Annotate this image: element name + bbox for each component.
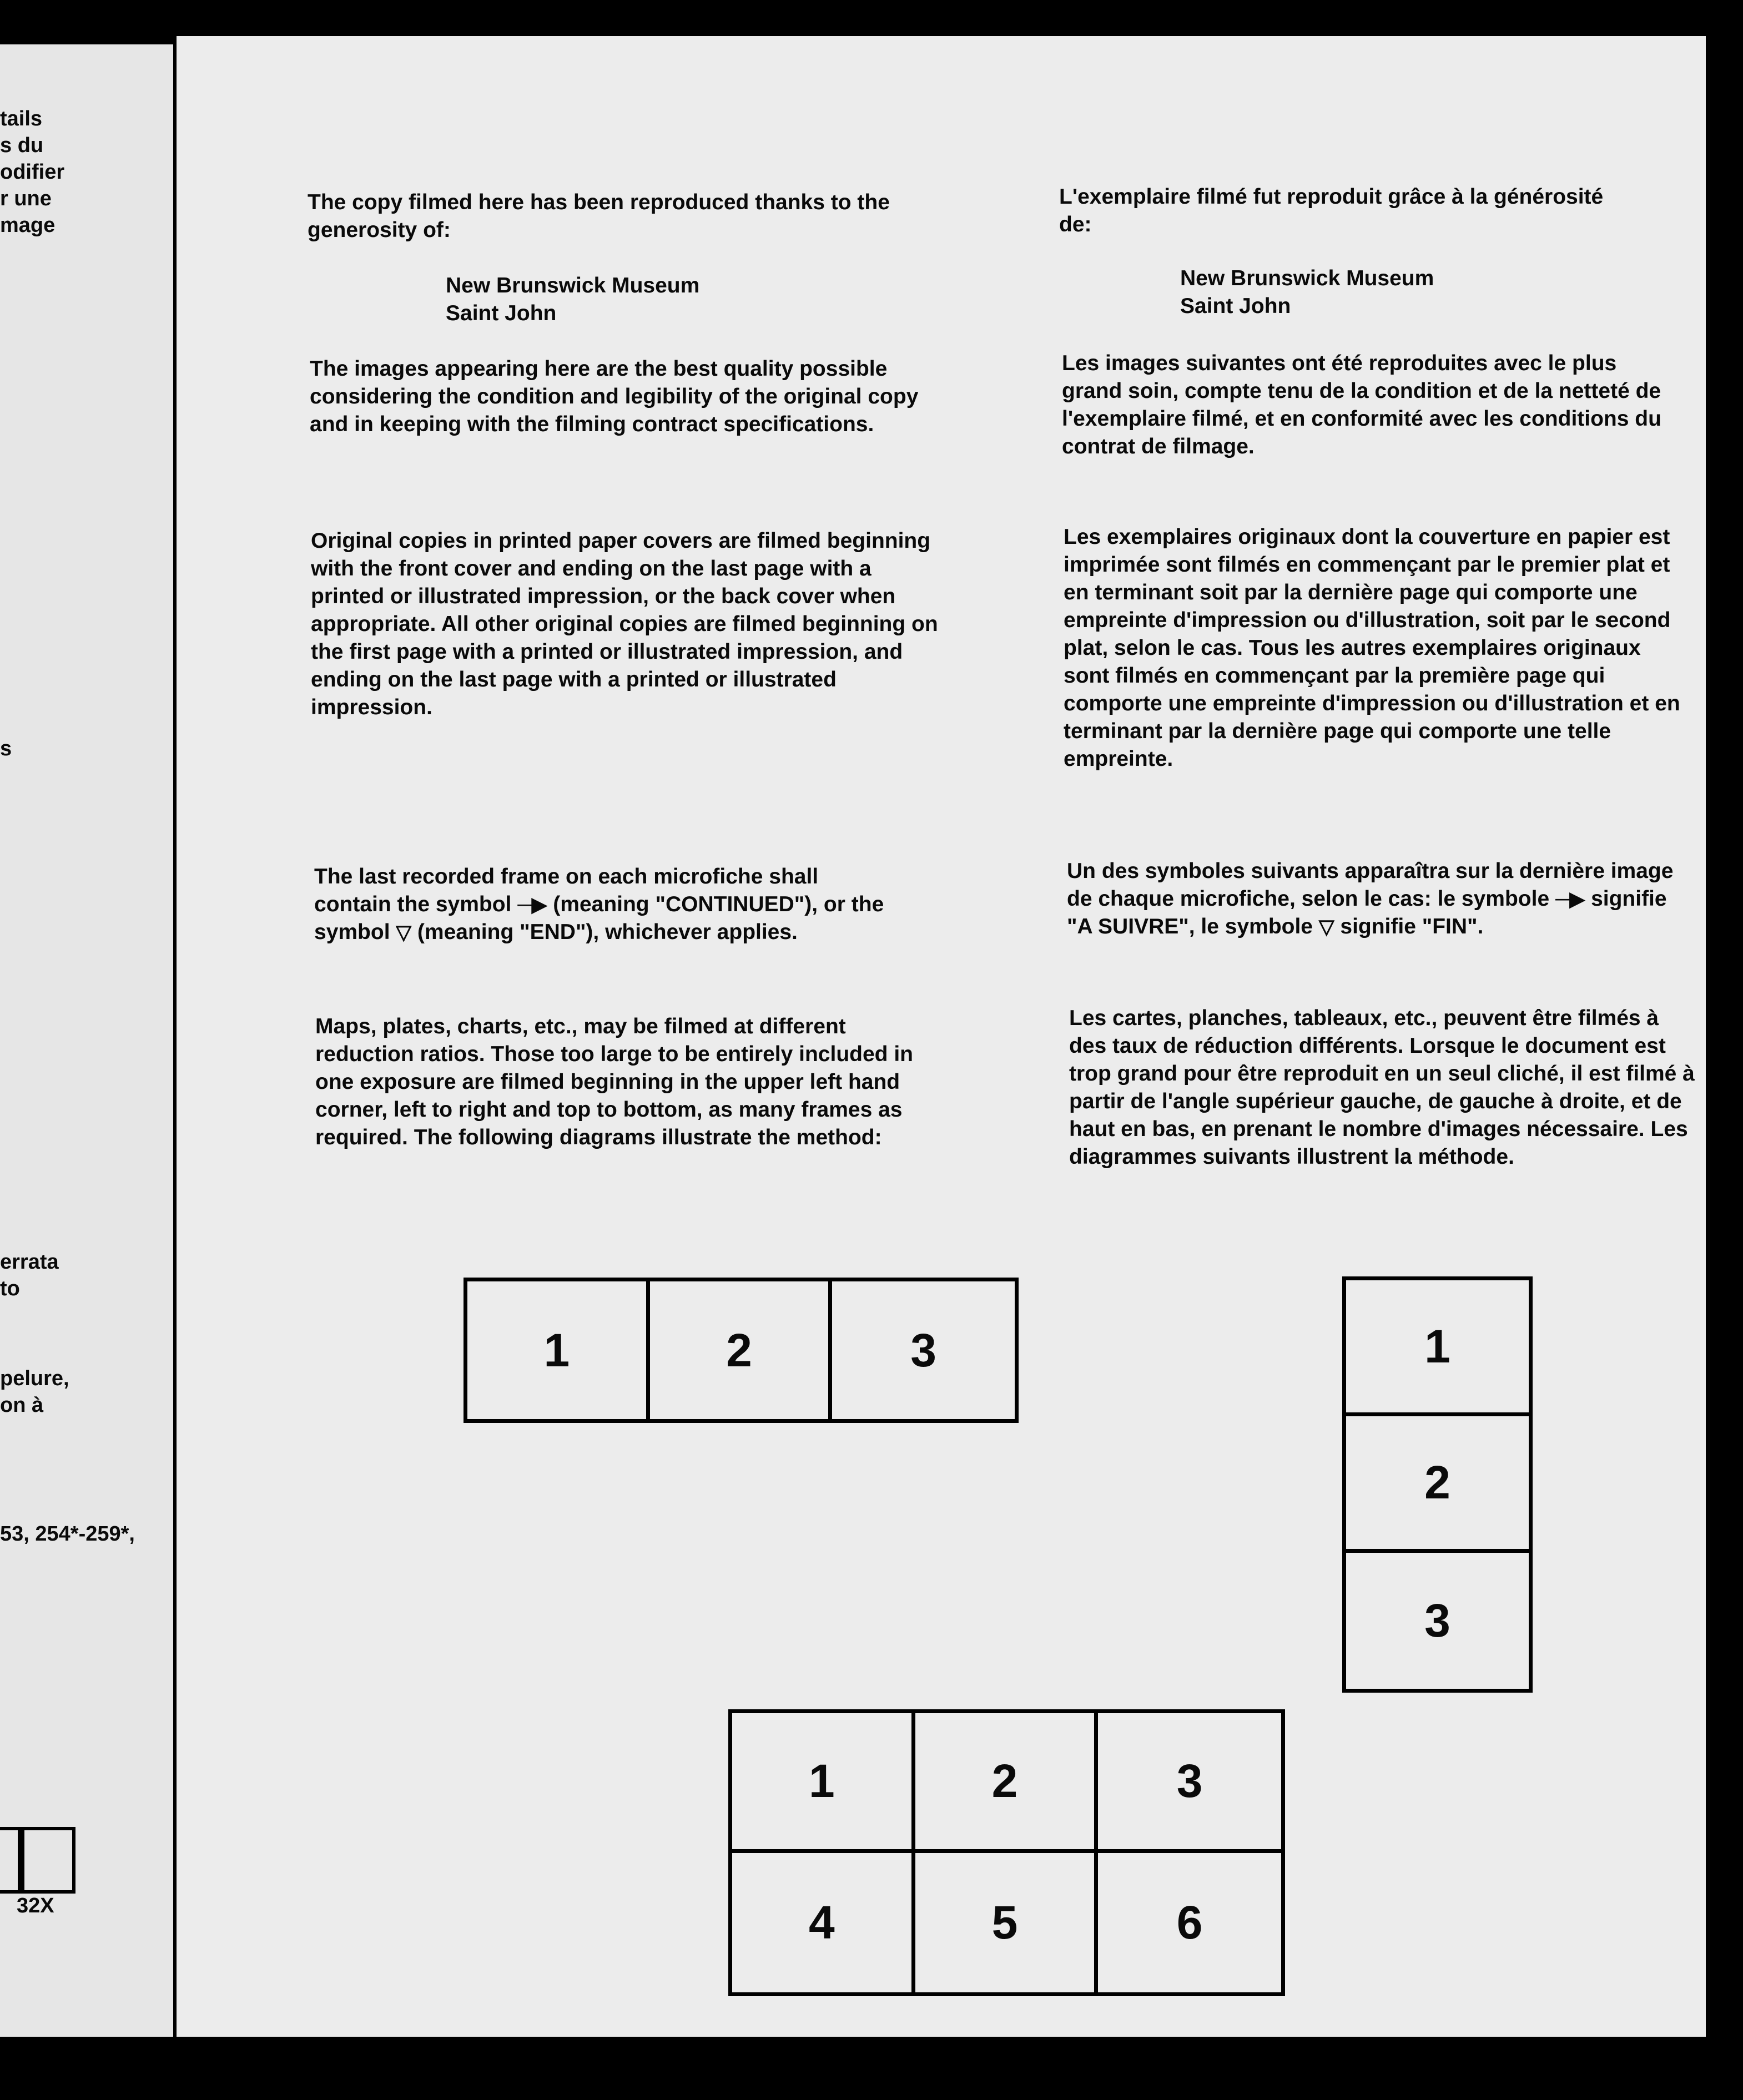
margin-fragment: r une xyxy=(0,187,52,210)
arrow-right-icon: ─▶ xyxy=(517,893,547,916)
diagram-cell: 1 xyxy=(1346,1280,1529,1416)
french-intro: L'exemplaire filmé fut reproduit grâce à la générosité de: xyxy=(1059,185,1604,236)
english-symbols-paragraph xyxy=(314,863,886,946)
french-institution-city: Saint John xyxy=(1180,294,1291,318)
french-symbols-text-1: Un des symboles suivants apparaîtra sur la dernière image de chaque microfiche, selon le cas: le symbole xyxy=(1067,859,1674,911)
margin-fragment: tails xyxy=(0,107,43,130)
diagram-cell: 3 xyxy=(910,1324,937,1376)
french-symbols-text-3: signifie "FIN". xyxy=(1340,915,1484,938)
diagram-cell: 2 xyxy=(650,1281,833,1419)
diagram-row xyxy=(464,1278,1019,1423)
french-quality-paragraph: Les images suivantes ont été reproduites avec le plus grand soin, compte tenu de la condition et de la netteté de l'exemplaire filmé, et en conformité avec les conditions du contrat de filmage. xyxy=(1062,351,1661,458)
english-intro: The copy filmed here has been reproduced thanks to the generosity of: xyxy=(308,190,890,242)
arrow-right-icon: ─▶ xyxy=(1555,887,1585,910)
margin-fragment: 53, 254*-259*, xyxy=(0,1522,135,1546)
diagram-cell: 2 xyxy=(1346,1416,1529,1552)
margin-fragment: mage xyxy=(0,214,56,237)
margin-fragment: odifier xyxy=(0,160,65,184)
english-originals-paragraph: Original copies in printed paper covers are filmed beginning with the front cover and ending on the last page with a printed or illustrated impression, or the back cover when appropriate. All other original copies are filmed beginning on the first page with a printed or illustrated impression, and ending on the last page with a printed or illustrated impression. xyxy=(311,529,938,719)
triangle-down-icon: ▽ xyxy=(1318,915,1334,938)
english-quality-paragraph: The images appearing here are the best quality possible considering the condition and legibility of the original copy and in keeping with the filming contract specifications. xyxy=(310,357,919,436)
margin-fragment: errata xyxy=(0,1250,59,1274)
diagram-cell: 3 xyxy=(1098,1713,1281,1853)
french-maps-paragraph: Les cartes, planches, tableaux, etc., peuvent être filmés à des taux de réduction différents. Lorsque le document est trop grand pour être reproduit en un seul cliché, il est filmé à partir de l'angle supérieur gauche, de gauche à droite, et de haut en bas, en prenant le nombre d'images nécessaire. Les diagrammes suivants illustrent la méthode. xyxy=(1069,1006,1695,1169)
english-institution-name: New Brunswick Museum xyxy=(446,274,700,297)
margin-fragment: pelure, xyxy=(0,1367,69,1390)
margin-fragment: to xyxy=(0,1277,20,1300)
main-page xyxy=(177,36,1706,2037)
french-institution-name: New Brunswick Museum xyxy=(1180,266,1434,290)
english-symbols-text-1: The last recorded frame on each microfiche shall contain the symbol xyxy=(314,865,819,916)
diagram-cell: 5 xyxy=(915,1853,1099,1993)
diagram-cell: 1 xyxy=(467,1281,650,1419)
margin-fragment: s xyxy=(0,737,12,760)
margin-fragment: on à xyxy=(0,1394,44,1417)
french-symbols-paragraph xyxy=(1067,857,1683,941)
left-page-edge xyxy=(0,44,173,2037)
english-institution-city: Saint John xyxy=(446,301,557,325)
margin-fragment: s du xyxy=(0,134,44,157)
diagram-cell: 4 xyxy=(732,1853,915,1993)
diagram-column xyxy=(1342,1276,1533,1693)
diagram-grid xyxy=(728,1709,1285,1996)
diagram-cell: 1 xyxy=(732,1713,915,1853)
reduction-label: 32X xyxy=(17,1894,54,1917)
diagram-cell: 3 xyxy=(1424,1594,1450,1647)
diagram-cell: 2 xyxy=(915,1713,1099,1853)
triangle-down-icon: ▽ xyxy=(396,921,412,943)
french-symbols-text-2: signifie "A SUIVRE", le symbole xyxy=(1067,887,1667,938)
resolution-box xyxy=(18,1827,75,1894)
english-symbols-text-2: (meaning "CONTINUED"), or the symbol xyxy=(314,892,884,944)
english-symbols-text-3: (meaning "END"), whichever applies. xyxy=(417,920,798,944)
french-originals-paragraph: Les exemplaires originaux dont la couverture en papier est imprimée sont filmés en commençant par le premier plat et en terminant soit par la dernière page qui comporte une empreinte d'impression ou d'illustration, soit par le second plat, selon le cas. Tous les autres exemplaires originaux sont filmés en commençant par la première page qui comporte une empreinte d'impression ou d'illustration et en terminant par la dernière page qui comporte une telle empreinte. xyxy=(1064,525,1680,771)
english-maps-paragraph: Maps, plates, charts, etc., may be filmed at different reduction ratios. Those too large to be entirely included in one exposure are filmed beginning in the upper left hand corner, left to right and top to bottom, as many frames as required. The following diagrams illustrate the method: xyxy=(315,1014,913,1149)
diagram-cell: 6 xyxy=(1176,1896,1203,1948)
